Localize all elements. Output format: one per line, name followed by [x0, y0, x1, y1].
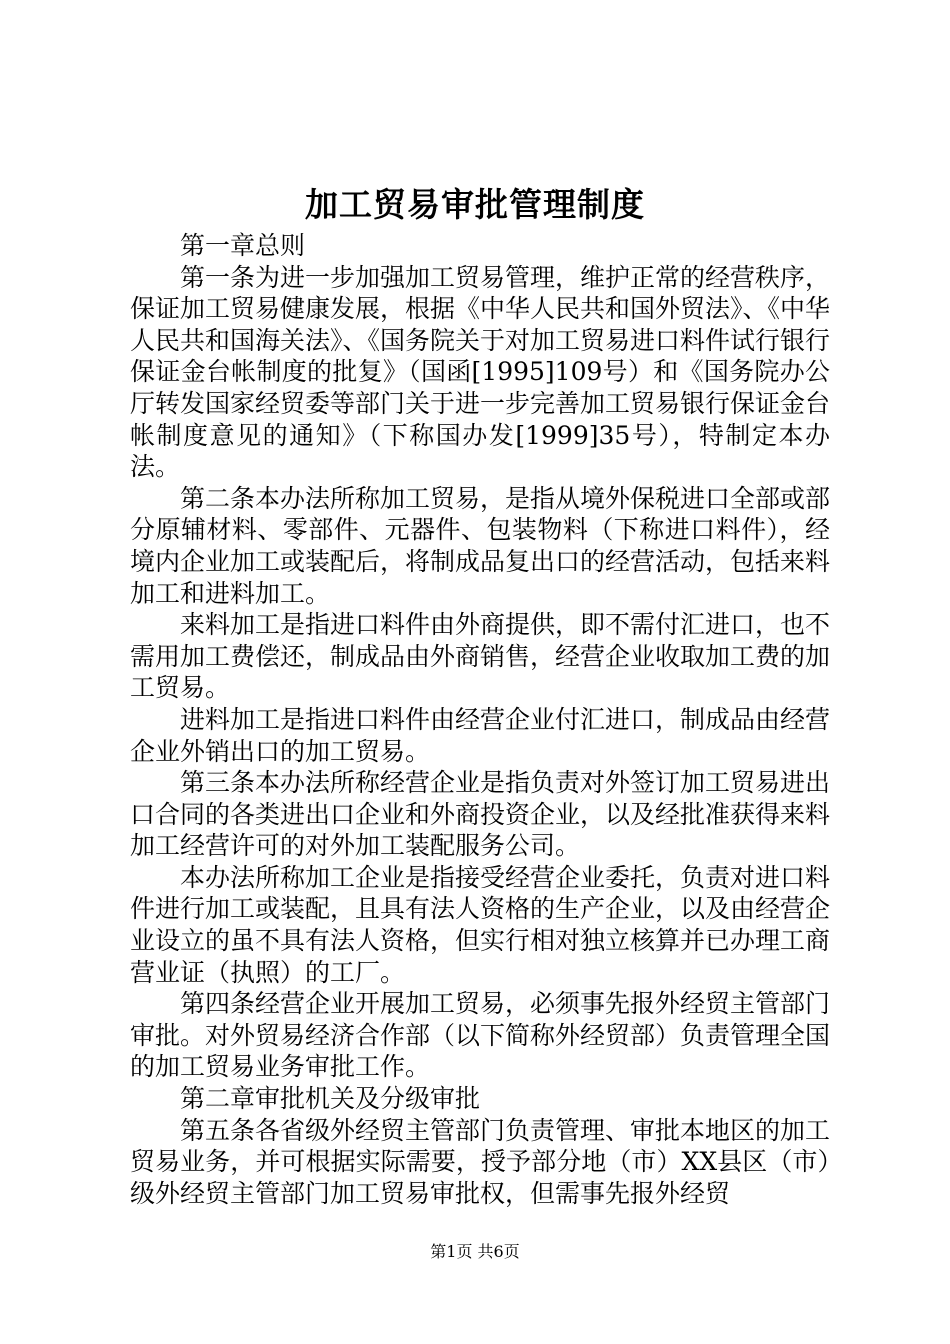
- document-body: [130, 230, 830, 1209]
- article-paragraph: 第一条为进一步加强加工贸易管理，维护正常的经营秩序，保证加工贸易健康发展，根据《中华人民共和国外贸法》、《中华人民共和国海关法》、《国务院关于对加工贸易进口料件试行银行保证金台帐制度的批复》（国函[1995]109号）和《国务院办公厅转发国家经贸委等部门关于进一步完善加工贸易银行保证金台帐制度意见的通知》（下称国办发[1999]35号），特制定本办法。: [130, 262, 831, 482]
- page-number-footer: 第1页 共6页: [430, 1242, 520, 1261]
- article-paragraph: 第三条本办法所称经营企业是指负责对外签订加工贸易进出口合同的各类进出口企业和外商投资企业，以及经批准获得来料加工经营许可的对外加工装配服务公司。: [130, 768, 831, 861]
- article-paragraph: 第四条经营企业开展加工贸易，必须事先报外经贸主管部门审批。对外贸易经济合作部（以下简称外经贸部）负责管理全国的加工贸易业务审批工作。: [130, 989, 831, 1082]
- article-paragraph: 第五条各省级外经贸主管部门负责管理、审批本地区的加工贸易业务，并可根据实际需要，授予部分地（市）XX县区（市）级外经贸主管部门加工贸易审批权，但需事先报外经贸: [130, 1115, 831, 1208]
- article-paragraph: 进料加工是指进口料件由经营企业付汇进口，制成品由经营企业外销出口的加工贸易。: [130, 704, 831, 766]
- article-paragraph: 来料加工是指进口料件由外商提供，即不需付汇进口，也不需用加工费偿还，制成品由外商销售，经营企业收取加工费的加工贸易。: [130, 610, 831, 703]
- article-paragraph: 本办法所称加工企业是指接受经营企业委托，负责对进口料件进行加工或装配，且具有法人资格的生产企业，以及由经营企业设立的虽不具有法人资格，但实行相对独立核算并已办理工商营业证（执照）的工厂。: [130, 862, 831, 987]
- article-paragraph: 第二条本办法所称加工贸易，是指从境外保税进口全部或部分原辅材料、零部件、元器件、包装物料（下称进口料件），经境内企业加工或装配后，将制成品复出口的经营活动，包括来料加工和进料加工。: [130, 483, 831, 608]
- document-title: 加工贸易审批管理制度: [305, 185, 645, 224]
- chapter-heading: 第二章审批机关及分级审批: [180, 1084, 481, 1114]
- chapter-heading: 第一章总则: [180, 231, 306, 260]
